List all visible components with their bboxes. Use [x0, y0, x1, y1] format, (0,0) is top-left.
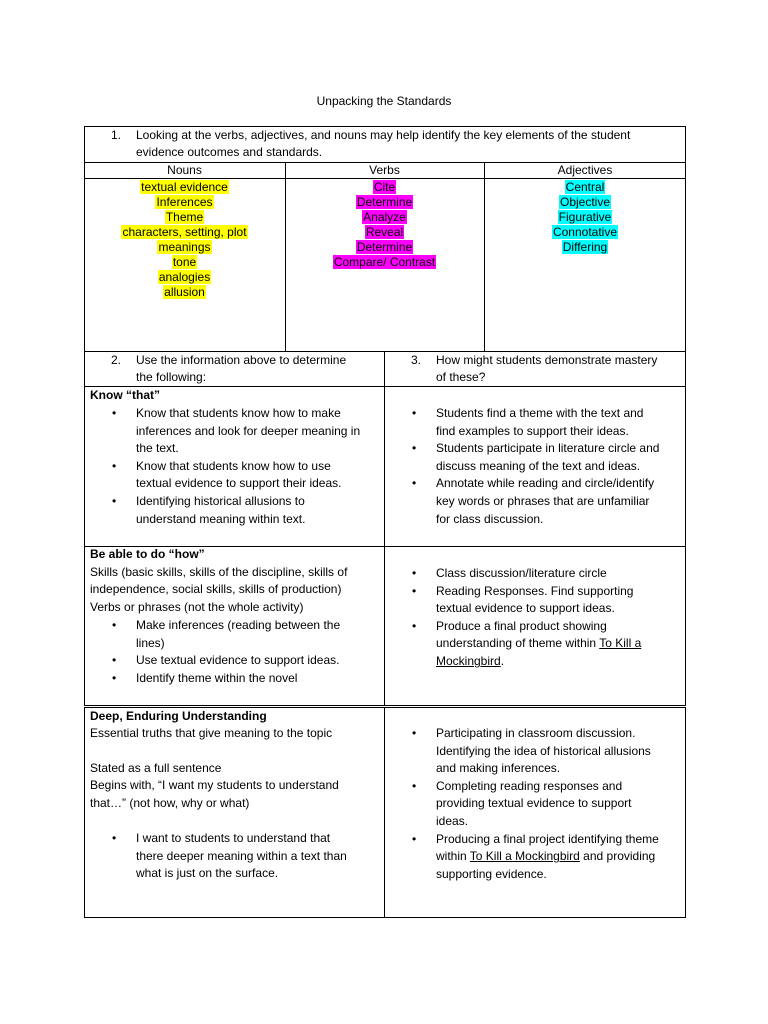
- noun-item: characters, setting, plot: [122, 225, 247, 239]
- noun-item: Theme: [165, 210, 204, 224]
- list-item: • Annotate while reading and circle/identify key words or phrases that are unfamiliar for class discussion.: [412, 476, 655, 526]
- verbs-header: Verbs: [369, 163, 400, 177]
- noun-item: allusion: [164, 285, 205, 299]
- noun-item: tone: [172, 255, 197, 269]
- bullet-icon: •: [412, 778, 417, 793]
- list-item: • I want to students to understand that there deeper meaning within a text than what is just on the surface.: [112, 831, 347, 881]
- how-mastery-list: [412, 565, 681, 671]
- section2-line2: the following:: [136, 370, 207, 384]
- deep-heading: Deep, Enduring Understanding: [90, 709, 267, 723]
- nouns-header: Nouns: [167, 163, 202, 177]
- noun-item: meanings: [158, 240, 211, 254]
- know-that-list: [112, 405, 376, 528]
- list-item: • Make inferences (reading between the lines): [112, 618, 341, 650]
- how-desc-line: independence, social skills, skills of production): [90, 582, 342, 596]
- section3-number: 3.: [411, 353, 422, 367]
- bullet-icon: •: [412, 476, 417, 491]
- adjective-item: Central: [565, 180, 605, 194]
- section3-line1: How might students demonstrate mastery: [436, 353, 658, 367]
- how-heading: Be able to do “how”: [90, 547, 205, 561]
- deep-mastery-list: [412, 725, 681, 883]
- bullet-icon: •: [412, 583, 417, 598]
- bullet-icon: •: [412, 406, 417, 420]
- bullet-icon: •: [112, 406, 117, 420]
- list-item: • Identify theme within the novel: [136, 670, 376, 688]
- bullet-icon: •: [112, 618, 117, 632]
- list-item: • Producing a final project identifying theme within To Kill a Mockingbird and providing supporting evidence.: [412, 831, 659, 881]
- section2-line1: Use the information above to determine: [136, 353, 347, 367]
- deep-list: [112, 830, 376, 883]
- list-item: • Students find a theme with the text and find examples to support their ideas.: [412, 406, 644, 438]
- verb-item: Compare/ Contrast: [333, 255, 436, 269]
- list-item: • Participating in classroom discussion. Identifying the idea of historical allusions and making inferences.: [412, 726, 651, 776]
- bullet-icon: •: [112, 458, 117, 473]
- book-title: To Kill a: [599, 636, 642, 651]
- noun-item: analogies: [158, 270, 211, 284]
- divider: [384, 707, 385, 918]
- how-desc-line: Skills (basic skills, skills of the discipline, skills of: [90, 565, 348, 579]
- adjective-item: Figurative: [558, 210, 612, 224]
- verb-item: Cite: [373, 180, 396, 194]
- deep-desc: Stated as a full sentence: [90, 761, 222, 775]
- divider: [384, 351, 385, 706]
- verb-item: Determine: [356, 195, 413, 209]
- section3-line2: of these?: [436, 370, 486, 384]
- list-item: • Students participate in literature circle and discuss meaning of the text and ideas.: [412, 441, 660, 473]
- list-item: • Know that students know how to make inferences and look for deeper meaning in the text.: [112, 406, 361, 456]
- adjective-item: Differing: [562, 240, 608, 254]
- verb-item: Reveal: [365, 225, 404, 239]
- deep-desc: that…” (not how, why or what): [90, 796, 250, 810]
- verb-item: Determine: [356, 240, 413, 254]
- section2-number: 2.: [111, 353, 122, 367]
- book-title: To Kill a Mockingbird: [469, 849, 580, 864]
- list-item: • Produce a final product showing understanding of theme within To Kill a Mockingbird.: [412, 618, 642, 668]
- list-item: • Identifying historical allusions to understand meaning within text.: [112, 493, 306, 526]
- list-item: • Class discussion/literature circle: [436, 565, 681, 583]
- how-list: [112, 617, 376, 687]
- know-that-heading: Know “that”: [90, 388, 160, 402]
- list-item: • Know that students know how to use textual evidence to support their ideas.: [112, 458, 342, 491]
- list-item: • Completing reading responses and providing textual evidence to support ideas.: [412, 778, 632, 828]
- know-that-mastery-list: [412, 405, 681, 528]
- adjectives-list: [484, 180, 686, 255]
- bullet-icon: •: [412, 566, 417, 580]
- bullet-icon: •: [112, 653, 117, 668]
- bullet-icon: •: [112, 493, 117, 508]
- verb-item: Analyze: [363, 210, 406, 224]
- book-title: Mockingbird: [436, 653, 501, 668]
- list-item: • Reading Responses. Find supporting textual evidence to support ideas.: [412, 583, 634, 616]
- adjectives-header: Adjectives: [557, 163, 613, 177]
- bullet-icon: •: [412, 726, 417, 740]
- adjective-item: Connotative: [552, 225, 618, 239]
- bullet-icon: •: [412, 831, 417, 846]
- bullet-icon: •: [412, 441, 417, 456]
- deep-desc: Essential truths that give meaning to the topic: [90, 726, 333, 740]
- deep-desc: Begins with, “I want my students to understand: [90, 778, 339, 792]
- noun-item: Inferences: [156, 195, 213, 209]
- section1-text-line2: evidence outcomes and standards.: [136, 145, 323, 159]
- bullet-icon: •: [112, 670, 117, 685]
- section1-text-line1: Looking at the verbs, adjectives, and nouns may help identify the key elements of the student: [136, 128, 631, 142]
- nouns-list: [84, 180, 285, 300]
- bullet-icon: •: [112, 831, 117, 845]
- section1-number: 1.: [111, 128, 122, 142]
- adjective-item: Objective: [559, 195, 611, 209]
- bullet-icon: •: [412, 618, 417, 633]
- noun-item: textual evidence: [141, 180, 228, 194]
- page-title: Unpacking the Standards: [316, 94, 452, 108]
- verbs-list: [285, 180, 484, 270]
- how-desc-line: Verbs or phrases (not the whole activity): [90, 600, 304, 614]
- list-item: • Use textual evidence to support ideas.: [136, 652, 376, 670]
